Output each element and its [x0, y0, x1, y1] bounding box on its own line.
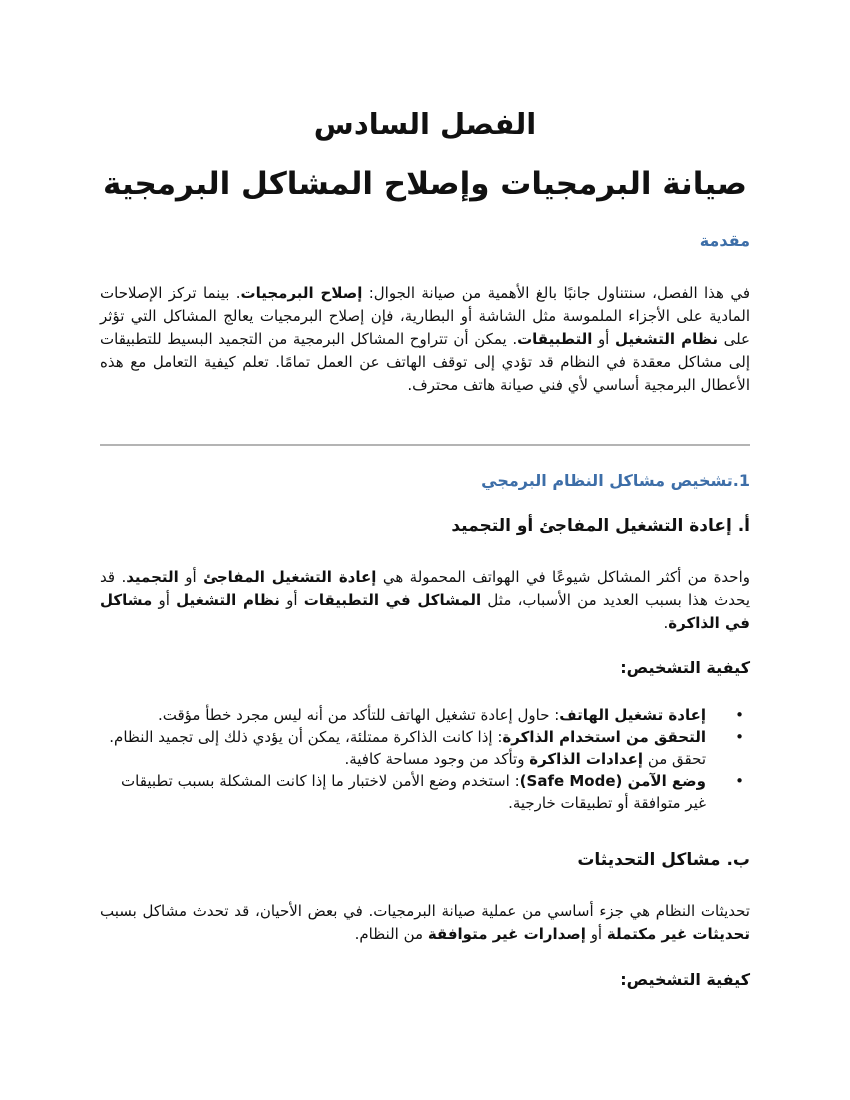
intro-text-2: . بينما تركز الإصلاحات المادية على الأجزاء الملموسة مثل الشاشة أو البطارية، فإن إصلاح البرمجيات يعالج المشاكل التي تؤثر على — [100, 284, 750, 348]
sub-a-paragraph — [100, 566, 750, 635]
sub-a-bold-4: نظام التشغيل — [176, 591, 280, 609]
sub-b-bold-2: إصدارات غير متوافقة — [427, 925, 586, 943]
sub-a-bold-5: مشاكل في الذاكرة — [100, 591, 750, 632]
intro-bold-software-repair: إصلاح البرمجيات — [240, 284, 363, 302]
sub-a-text-2: أو — [178, 568, 204, 586]
sub-a-bold-3: المشاكل في التطبيقات — [303, 591, 482, 609]
intro-heading: مقدمة — [699, 231, 750, 250]
chapter-subtitle: صيانة البرمجيات وإصلاح المشاكل البرمجية — [103, 166, 747, 202]
sub-a-bold-2: التجميد — [126, 568, 179, 586]
bullet-bold: إعادة تشغيل الهاتف — [559, 706, 706, 724]
list-item — [100, 770, 750, 814]
intro-paragraph — [100, 282, 750, 397]
sub-b-paragraph — [100, 900, 750, 946]
bullet-icon: • — [735, 706, 744, 724]
bullet-text: : استخدم وضع الأمن لاختبار ما إذا كانت المشكلة بسبب تطبيقات غير متوافقة أو تطبيقات خارجية. — [121, 772, 706, 812]
intro-text-1: في هذا الفصل، سنتناول جانبًا بالغ الأهمية من صيانة الجوال: — [362, 284, 750, 302]
chapter-title: الفصل السادس — [313, 107, 537, 141]
bullet-icon: • — [735, 728, 744, 746]
intro-text-3: أو — [592, 330, 615, 348]
sub-a-text-1: واحدة من أكثر المشاكل شيوعًا في الهواتف المحمولة هي — [376, 568, 750, 586]
list-item — [100, 726, 750, 770]
sub-a-text-4: أو — [279, 591, 304, 609]
sub-b-text-2: أو — [585, 925, 607, 943]
intro-bold-os: نظام التشغيل — [614, 330, 718, 348]
sub-a-text-3: . قد يحدث هذا بسبب العديد من الأسباب، مثل — [100, 568, 751, 609]
section-divider — [100, 444, 750, 446]
sub-a-bold-1: إعادة التشغيل المفاجئ — [203, 568, 377, 586]
bullet-icon: • — [735, 772, 744, 790]
sub-b-text-3: من النظام. — [354, 925, 428, 943]
list-item — [100, 704, 750, 726]
sub-a-diagnosis-title: كيفية التشخيص: — [620, 658, 750, 677]
bullet-bold-2: إعدادات الذاكرة — [529, 750, 644, 768]
sub-b-text-1: تحديثات النظام هي جزء أساسي من عملية صيانة البرمجيات. في بعض الأحيان، قد تحدث مشاكل بسبب — [100, 902, 750, 920]
bullet-bold: التحقق من استخدام الذاكرة — [502, 728, 706, 746]
document-page — [100, 0, 750, 1100]
sub-b-bold-1: تحديثات غير مكتملة — [606, 925, 750, 943]
sub-a-text-5: أو — [152, 591, 177, 609]
intro-text-4: . يمكن أن تتراوح المشاكل البرمجية من التجميد البسيط للتطبيقات إلى مشاكل معقدة في النظام قد تؤدي إلى توقف الهاتف عن العمل تمامًا. تعلم كيفية التعامل مع هذه الأعطال البرمجية أساسي لأي فني صيانة هاتف محترف. — [100, 330, 750, 394]
sub-a-title: أ. إعادة التشغيل المفاجئ أو التجميد — [451, 516, 750, 536]
sub-b-diagnosis-title: كيفية التشخيص: — [620, 970, 750, 989]
section1-heading: 1.تشخيص مشاكل النظام البرمجي — [481, 471, 750, 490]
intro-bold-apps: التطبيقات — [517, 330, 593, 348]
bullet-text-2: وتأكد من وجود مساحة كافية. — [344, 750, 530, 768]
bullet-bold: وضع الآمن (Safe Mode) — [519, 772, 706, 790]
diagnosis-list — [100, 704, 750, 814]
bullet-text: : إذا كانت الذاكرة ممتلئة، يمكن أن يؤدي ذلك إلى تجميد النظام. تحقق من — [109, 728, 706, 768]
bullet-text: : حاول إعادة تشغيل الهاتف للتأكد من أنه ليس مجرد خطأ مؤقت. — [158, 706, 560, 724]
sub-b-title: ب. مشاكل التحديثات — [577, 850, 750, 870]
sub-a-text-6: . — [663, 614, 669, 632]
